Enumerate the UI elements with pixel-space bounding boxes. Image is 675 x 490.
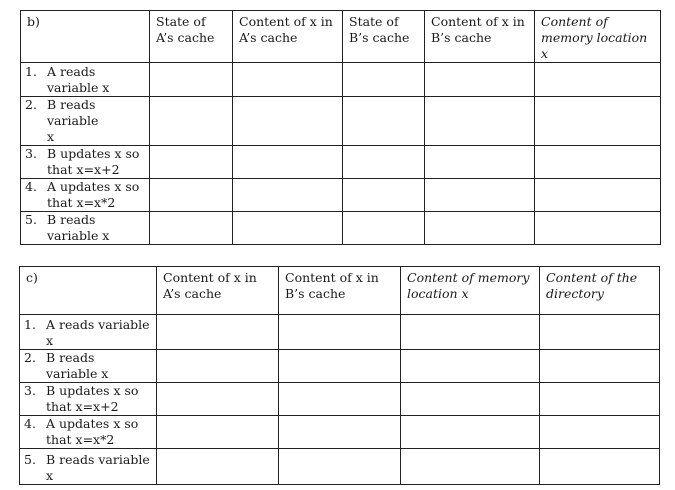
table-cell — [535, 179, 661, 212]
step-number: 3. — [24, 383, 36, 398]
table-b-header: Content of x in A’s cache — [233, 11, 343, 63]
table-cell — [540, 449, 660, 485]
table-cell — [233, 146, 343, 179]
step-number: 1. — [25, 64, 37, 79]
table-cell — [535, 146, 661, 179]
table-c — [19, 266, 660, 485]
table-cell — [150, 179, 233, 212]
table-cell — [233, 97, 343, 146]
step-text: B reads variable x — [47, 97, 99, 144]
table-b-header-row — [21, 11, 661, 63]
table-row — [20, 416, 660, 449]
table-cell — [150, 146, 233, 179]
table-b — [20, 10, 661, 245]
table-cell — [279, 449, 401, 485]
table-cell — [425, 212, 535, 245]
step-text: A reads variable x — [47, 64, 110, 95]
table-b-step-cell — [21, 179, 150, 212]
table-cell — [425, 179, 535, 212]
step-number: 1. — [24, 317, 36, 332]
table-c-label: c) — [20, 267, 157, 315]
table-cell — [540, 383, 660, 416]
table-row — [21, 146, 661, 179]
table-cell — [425, 146, 535, 179]
table-cell — [157, 416, 279, 449]
step-text: B updates x so that x=x+2 — [46, 383, 139, 414]
table-cell — [279, 383, 401, 416]
table-row — [20, 315, 660, 350]
table-cell — [233, 212, 343, 245]
step-text: B updates x so that x=x+2 — [47, 146, 140, 177]
step-text: A updates x so that x=x*2 — [46, 416, 139, 447]
step-number: 5. — [24, 452, 36, 467]
table-c-step-cell — [20, 350, 157, 383]
table-row — [21, 63, 661, 97]
table-c-header: Content of memory location x — [401, 267, 540, 315]
table-cell — [535, 63, 661, 97]
table-cell — [343, 97, 425, 146]
step-text: B reads variable x — [47, 212, 110, 243]
table-cell — [401, 416, 540, 449]
step-text: A reads variable x — [46, 317, 150, 348]
table-cell — [343, 146, 425, 179]
table-cell — [401, 383, 540, 416]
step-number: 5. — [25, 212, 37, 227]
table-row — [21, 97, 661, 146]
table-c-header: Content of x in B’s cache — [279, 267, 401, 315]
table-cell — [343, 179, 425, 212]
table-cell — [540, 416, 660, 449]
step-number: 2. — [24, 350, 36, 365]
table-cell — [279, 416, 401, 449]
table-cell — [157, 449, 279, 485]
table-cell — [157, 383, 279, 416]
table-cell — [279, 350, 401, 383]
table-cell — [540, 315, 660, 350]
table-row — [21, 179, 661, 212]
table-cell — [540, 350, 660, 383]
table-c-header: Content of the directory — [540, 267, 660, 315]
table-cell — [425, 63, 535, 97]
table-cell — [401, 315, 540, 350]
table-row — [20, 449, 660, 485]
table-row — [20, 383, 660, 416]
table-cell — [401, 449, 540, 485]
table-b-header: State of A’s cache — [150, 11, 233, 63]
table-cell — [157, 350, 279, 383]
table-b-step-cell — [21, 212, 150, 245]
table-cell — [233, 179, 343, 212]
step-number: 2. — [25, 97, 37, 112]
table-cell — [157, 315, 279, 350]
table-c-step-cell — [20, 416, 157, 449]
table-b-step-cell — [21, 63, 150, 97]
table-c-header-row — [20, 267, 660, 315]
table-c-step-cell — [20, 449, 157, 485]
table-b-header: Content of x in B’s cache — [425, 11, 535, 63]
step-number: 4. — [24, 416, 36, 431]
table-cell — [150, 63, 233, 97]
step-number: 4. — [25, 179, 37, 194]
step-text: B reads variable x — [46, 452, 150, 483]
table-b-label: b) — [21, 11, 150, 63]
table-cell — [535, 212, 661, 245]
table-c-step-cell — [20, 383, 157, 416]
table-b-header: Content of memory location x — [535, 11, 661, 63]
table-row — [21, 212, 661, 245]
table-cell — [343, 63, 425, 97]
table-c-step-cell — [20, 315, 157, 350]
step-number: 3. — [25, 146, 37, 161]
step-text: B reads variable x — [46, 350, 109, 381]
table-row — [20, 350, 660, 383]
table-c-header: Content of x in A’s cache — [157, 267, 279, 315]
table-cell — [535, 97, 661, 146]
table-cell — [425, 97, 535, 146]
step-text: A updates x so that x=x*2 — [47, 179, 140, 210]
table-b-header: State of B’s cache — [343, 11, 425, 63]
table-b-step-cell — [21, 97, 150, 146]
table-cell — [150, 97, 233, 146]
table-cell — [233, 63, 343, 97]
table-cell — [343, 212, 425, 245]
table-cell — [279, 315, 401, 350]
table-cell — [150, 212, 233, 245]
table-cell — [401, 350, 540, 383]
table-b-step-cell — [21, 146, 150, 179]
